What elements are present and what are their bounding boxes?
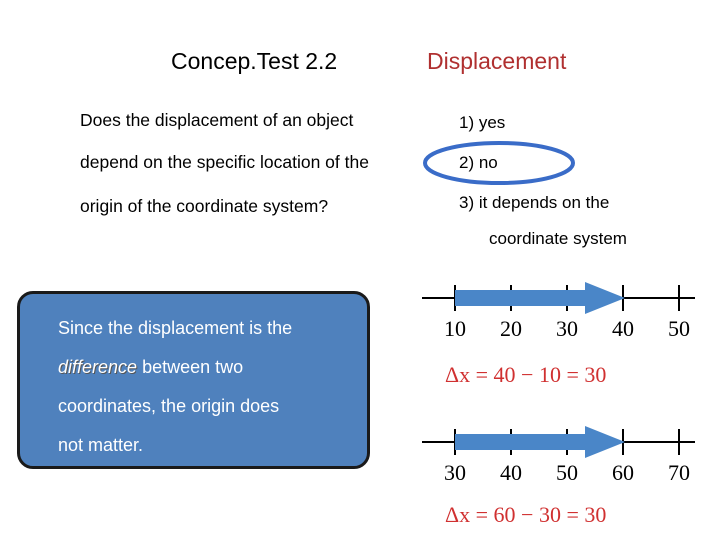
slide-title: Concep.Test 2.2	[171, 48, 338, 74]
displacement-arrow-1-shaft	[455, 290, 588, 306]
displacement-arrow-1-head	[585, 282, 625, 314]
equation-1: Δx = 40 − 10 = 30	[445, 362, 607, 387]
option-2[interactable]: 2) no	[459, 153, 498, 172]
displacement-arrow-2-head	[585, 426, 625, 458]
option-1[interactable]: 1) yes	[459, 113, 506, 132]
displacement-arrow-2-shaft	[455, 434, 588, 450]
tick-label-1-5: 50	[668, 316, 690, 341]
tick-label-2-2: 40	[500, 460, 522, 485]
slide-topic: Displacement	[427, 48, 567, 74]
question-line-2: depend on the specific location of the	[80, 152, 369, 172]
explanation-line-2-rest: between two	[137, 357, 244, 377]
option-3-continued: coordinate system	[489, 229, 627, 248]
tick-label-2-3: 50	[556, 460, 578, 485]
tick-label-1-3: 30	[556, 316, 578, 341]
tick-label-2-5: 70	[668, 460, 690, 485]
question-line-1: Does the displacement of an object	[80, 110, 354, 130]
answer-highlight-ellipse	[425, 143, 573, 183]
equation-2: Δx = 60 − 30 = 30	[445, 502, 607, 527]
option-3[interactable]: 3) it depends on the	[459, 193, 610, 212]
tick-label-1-4: 40	[612, 316, 634, 341]
tick-label-2-4: 60	[612, 460, 634, 485]
emphasis-difference: difference	[58, 357, 138, 377]
tick-label-1-1: 10	[444, 316, 466, 341]
tick-label-2-1: 30	[444, 460, 466, 485]
explanation-line-1: Since the displacement is the	[58, 318, 293, 338]
explanation-line-4: not matter.	[58, 435, 144, 455]
explanation-line-3: coordinates, the origin does	[58, 396, 280, 416]
question-line-3: origin of the coordinate system?	[80, 196, 329, 216]
tick-label-1-2: 20	[500, 316, 522, 341]
